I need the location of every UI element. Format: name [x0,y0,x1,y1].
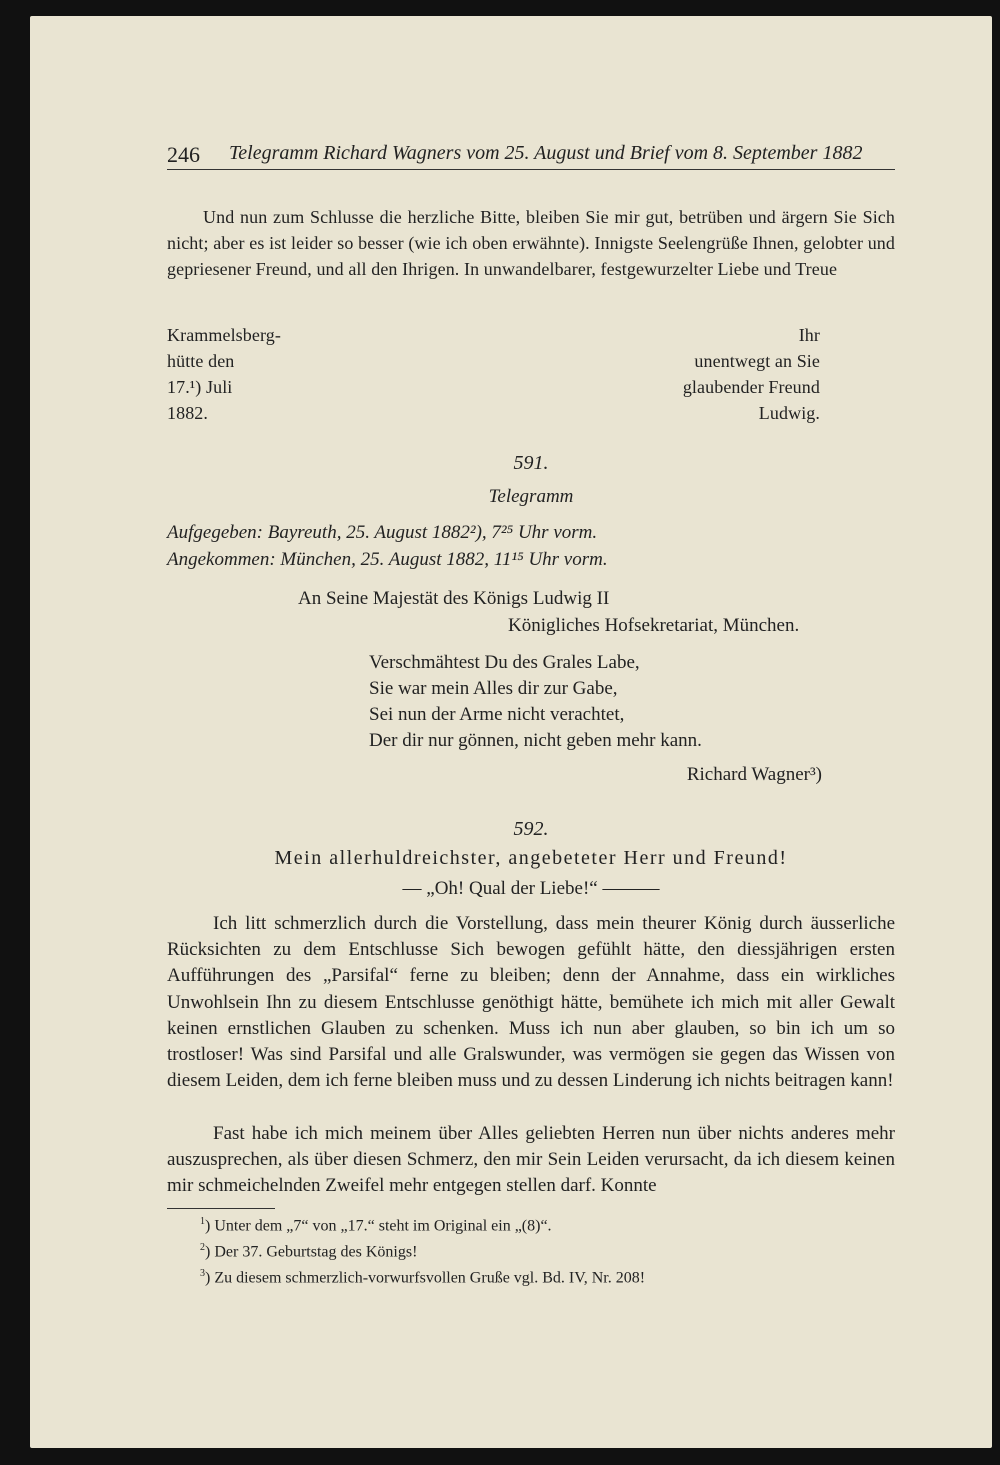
footnote-rule [167,1208,275,1209]
footnote-3: $^3$) Zu diesem schmerzlich-vorwurfsvollen Gruße vgl. Bd. IV, Nr. 208! [200,1268,646,1287]
footnote-text: Der 37. Geburtstag des Königs! [214,1243,418,1261]
telegram-sent: Aufgegeben: Bayreuth, 25. August 1882²), 7²⁵ Uhr vorm. [167,522,598,543]
section-number-592: 592. [513,818,549,840]
book-page [30,16,992,1448]
page-header [167,137,895,170]
letter-salutation: Mein allerhuldreichster, angebeteter Herr und Freund! [274,847,788,869]
telegram-received: Angekommen: München, 25. August 1882, 11¹⁵ Uhr vorm. [167,549,608,570]
footnote-1: $^1$) Unter dem „7“ von „17.“ steht im Original ein „(8)“. [200,1216,552,1235]
telegram-address-line1: An Seine Majestät des Königs Ludwig II [298,588,610,609]
footnote-text: Zu diesem schmerzlich-vorwurfsvollen Gruße vgl. Bd. IV, Nr. 208! [214,1269,646,1287]
letter-closing-paragraph: Und nun zum Schlusse die herzliche Bitte, bleiben Sie mir gut, betrüben und ärgern Sie Sich nicht; aber es ist leider so besser (wie ich oben erwähnte). Innigste Seelengrüße Ihnen, gelobter und gepriesener Freund, und all den Ihrigen. In unwandelbarer, festgewurzelter Liebe und Treue [167,207,895,279]
letter-paragraph-2: Fast habe ich mich meinem über Alles geliebten Herren nun über nichts anderes mehr auszusprechen, als über diesen Schmerz, den mir Sein Leiden verursacht, da ich diesem keinen mir schmeichelnden Zweifel mehr entgegen stellen darf. Konnte [167,1123,895,1197]
footnote-text: Unter dem „7“ von „17.“ steht im Original ein „(8)“. [214,1217,552,1235]
footnote-mark: 2 [200,1242,205,1253]
telegram-poem: Verschmähtest Du des Grales Labe, Sie war mein Alles dir zur Gabe, Sei nun der Arme nicht verachtet, Der dir nur gönnen, nicht geben mehr kann. [369,652,702,751]
letter-quote: — „Oh! Qual der Liebe!“ ——— [402,878,660,899]
section-number-591: 591. [513,452,549,474]
telegram-signature: Richard Wagner³) [686,764,822,785]
letter-place-date: Krammelsberg- hütte den 17.¹) Juli 1882. [167,325,281,423]
page-number: 246 [167,142,200,167]
letter-paragraph-1: Ich litt schmerzlich durch die Vorstellung, dass mein theurer König durch äusserliche Rücksichten zu dem Entschlusse Sich bewogen gefühlt hätte, den diessjährigen ersten Aufführungen des „Parsifal“ ferne zu bleiben; denn der Annahme, dass ein wirkliches Unwohlsein Ihn zu diesem Entschlusse genöthigt hätte, bemühete ich mich mit aller Gewalt keinen ernstlichen Glauben zu schenken. Muss ich nun aber glauben, so bin ich um so trostloser! Was sind Parsifal und alle Gralswunder, was vermögen sie gegen das Wissen von diesem Leiden, dem ich ferne bleiben muss und zu dessen Linderung ich nichts beitragen kann! [167,913,895,1092]
letter-signature: Ihr unentwegt an Sie glaubender Freund Ludwig. [682,325,820,423]
footnote-mark: 1 [200,1216,205,1227]
footnote-2: $^2$) Der 37. Geburtstag des Königs! [200,1242,418,1261]
telegram-title: Telegramm [488,486,574,507]
footnote-mark: 3 [200,1268,205,1279]
telegram-address-line2: Königliches Hofsekretariat, München. [508,615,800,636]
running-head: Telegramm Richard Wagners vom 25. August und Brief vom 8. September 1882 [229,142,863,164]
